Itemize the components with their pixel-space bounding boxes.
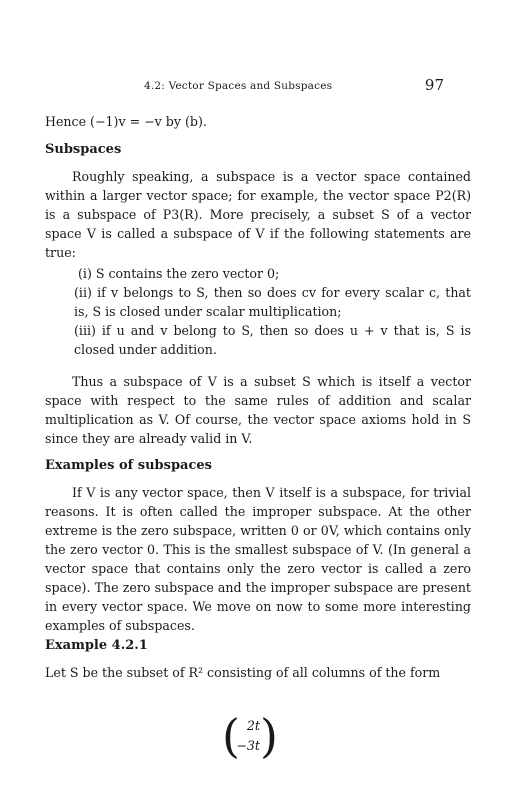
- running-header: [0, 78, 512, 98]
- list-item-2: (ii) if v belongs to S, then so does cv for every scalar c, that is, S is closed under scalar multiplication;: [74, 285, 471, 319]
- paragraph-examples: If V is any vector space, then V itself is a subspace, for trivial reasons. It is often called the improper subspace. At the other extreme is the zero subspace, written 0 or 0V, which contains only the zero vector 0. This is the smallest subspace of V. (In general a vector space that contains only the zero vector is called a zero space). The zero subspace and the improper subspace are present in every vector space. We move on now to some more interesting examples of subspaces.: [45, 485, 471, 633]
- heading-examples: Examples of subspaces: [45, 458, 212, 473]
- column-vector: [222, 709, 278, 768]
- running-title: 4.2: Vector Spaces and Subspaces: [144, 80, 333, 92]
- right-paren: ): [260, 709, 278, 763]
- paragraph-example: Let S be the subset of R² consisting of all columns of the form: [45, 665, 441, 680]
- vector-bottom-entry: −3t: [236, 738, 260, 753]
- paragraph-thus: Thus a subspace of V is a subset S which is itself a vector space with respect to the same rules of addition and scalar multiplication as V. Of course, the vector space axioms hold in S since they are already valid in V.: [45, 374, 471, 446]
- heading-subspaces: Subspaces: [45, 142, 122, 157]
- text-hence: Hence (−1)v = −v by (b).: [45, 114, 207, 129]
- list-item-1: (i) S contains the zero vector 0;: [78, 266, 280, 281]
- vector-top-entry: 2t: [246, 718, 260, 733]
- heading-example-421: Example 4.2.1: [45, 638, 148, 653]
- list-item-3: (iii) if u and v belong to S, then so does u + v that is, S is closed under addition.: [74, 323, 471, 357]
- paragraph-definition: Roughly speaking, a subspace is a vector space contained within a larger vector space; for example, the vector space P2(R) is a subspace of P3(R). More precisely, a subset S of a vector space V is called a subspace of V if the following statements are true:: [45, 169, 471, 260]
- left-paren: (: [222, 709, 240, 763]
- page-number: 97: [424, 76, 444, 94]
